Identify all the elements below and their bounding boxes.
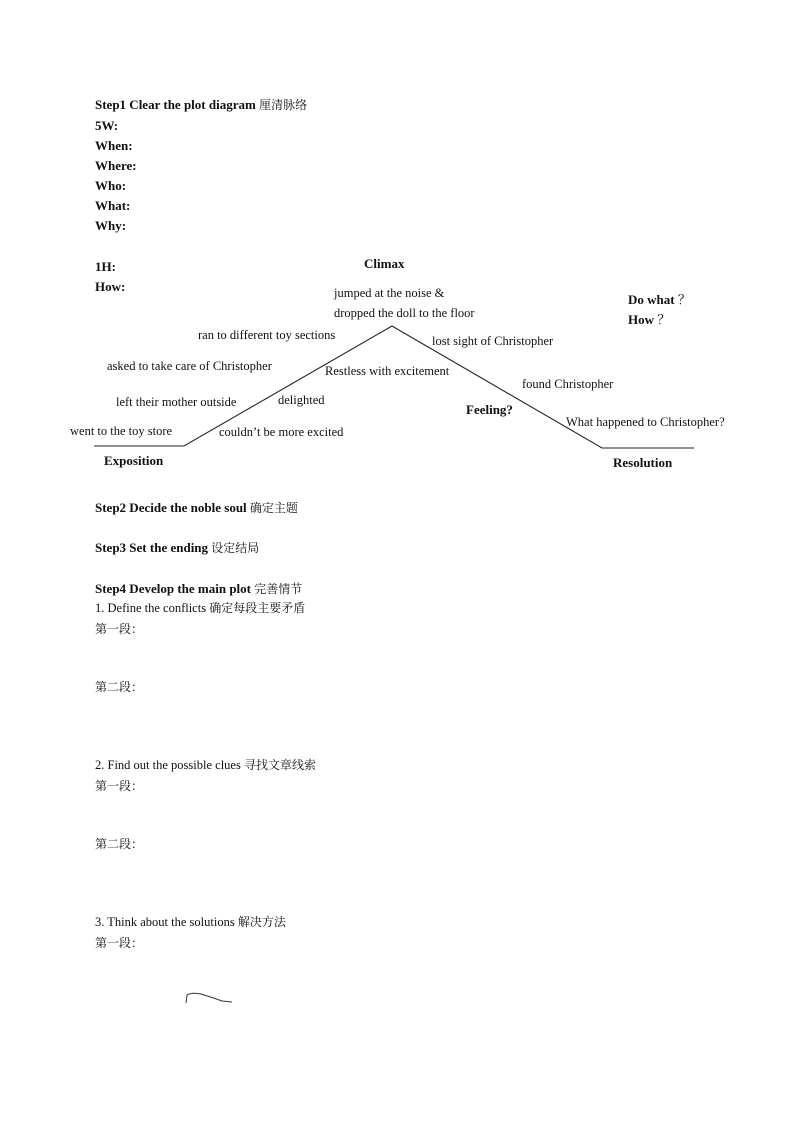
feeling-2: delighted bbox=[278, 393, 325, 407]
label-who: Who: bbox=[95, 178, 127, 193]
rising-event-2: asked to take care of Christopher bbox=[107, 359, 272, 373]
step4-item2-cn: 寻找文章线索 bbox=[243, 758, 316, 772]
item3-paragraph-1-label: 第一段： bbox=[95, 936, 144, 950]
step4-item3 bbox=[95, 916, 286, 929]
item2-paragraph-2-label: 第二段： bbox=[95, 837, 144, 851]
rising-event-1: ran to different toy sections bbox=[198, 328, 336, 342]
label-5w: 5W: bbox=[95, 118, 119, 133]
do-what-question-mark: ？ bbox=[677, 293, 691, 308]
feeling-1: Restless with excitement bbox=[325, 364, 450, 378]
label-how: How: bbox=[95, 279, 126, 294]
how-label bbox=[628, 313, 670, 327]
falling-event-2: found Christopher bbox=[522, 377, 614, 391]
step4-heading bbox=[95, 582, 302, 595]
item1-paragraph-1-label: 第一段： bbox=[95, 622, 144, 636]
step3-title-cn: 设定结局 bbox=[211, 541, 260, 555]
stray-scribble bbox=[186, 993, 232, 1003]
feeling-3: couldn’t be more excited bbox=[219, 425, 344, 439]
step2-title: Step2 Decide the noble soul bbox=[95, 500, 247, 515]
label-why: Why: bbox=[95, 218, 127, 233]
step2-heading bbox=[95, 501, 298, 514]
step3-title: Step3 Set the ending bbox=[95, 540, 209, 555]
step4-title-cn: 完善情节 bbox=[254, 582, 303, 596]
step4-item1 bbox=[95, 602, 305, 615]
rising-event-4: went to the toy store bbox=[70, 424, 173, 438]
resolution-label: Resolution bbox=[613, 455, 673, 470]
step3-heading bbox=[95, 541, 259, 554]
step4-item1-text: 1. Define the conflicts bbox=[95, 601, 207, 615]
how-question-mark: ？ bbox=[657, 313, 671, 328]
falling-event-3: What happened to Christopher? bbox=[566, 415, 725, 429]
item2-paragraph-1-label: 第一段： bbox=[95, 779, 144, 793]
how-text: How bbox=[628, 312, 654, 327]
climax-event-2: dropped the doll to the floor bbox=[334, 306, 475, 320]
step4-title: Step4 Develop the main plot bbox=[95, 581, 251, 596]
rising-event-3: left their mother outside bbox=[116, 395, 237, 409]
do-what-label bbox=[628, 293, 691, 307]
step1-title: Step1 Clear the plot diagram bbox=[95, 97, 256, 112]
step4-item1-cn: 确定每段主要矛盾 bbox=[209, 601, 306, 615]
label-when: When: bbox=[95, 138, 133, 153]
step4-item2 bbox=[95, 759, 316, 772]
climax-label: Climax bbox=[364, 256, 405, 271]
do-what-text: Do what bbox=[628, 292, 675, 307]
feeling-question: Feeling? bbox=[466, 402, 513, 417]
falling-event-1: lost sight of Christopher bbox=[432, 334, 554, 348]
step4-item3-text: 3. Think about the solutions bbox=[95, 915, 235, 929]
label-where: Where: bbox=[95, 158, 137, 173]
step2-title-cn: 确定主题 bbox=[249, 501, 298, 515]
label-1h: 1H: bbox=[95, 259, 116, 274]
exposition-label: Exposition bbox=[104, 453, 164, 468]
item1-paragraph-2-label: 第二段： bbox=[95, 680, 144, 694]
step1-title-cn: 厘清脉络 bbox=[259, 98, 308, 112]
label-what: What: bbox=[95, 198, 131, 213]
step4-item3-cn: 解决方法 bbox=[237, 915, 286, 929]
step4-item2-text: 2. Find out the possible clues bbox=[95, 758, 241, 772]
climax-event-1: jumped at the noise & bbox=[334, 286, 445, 300]
